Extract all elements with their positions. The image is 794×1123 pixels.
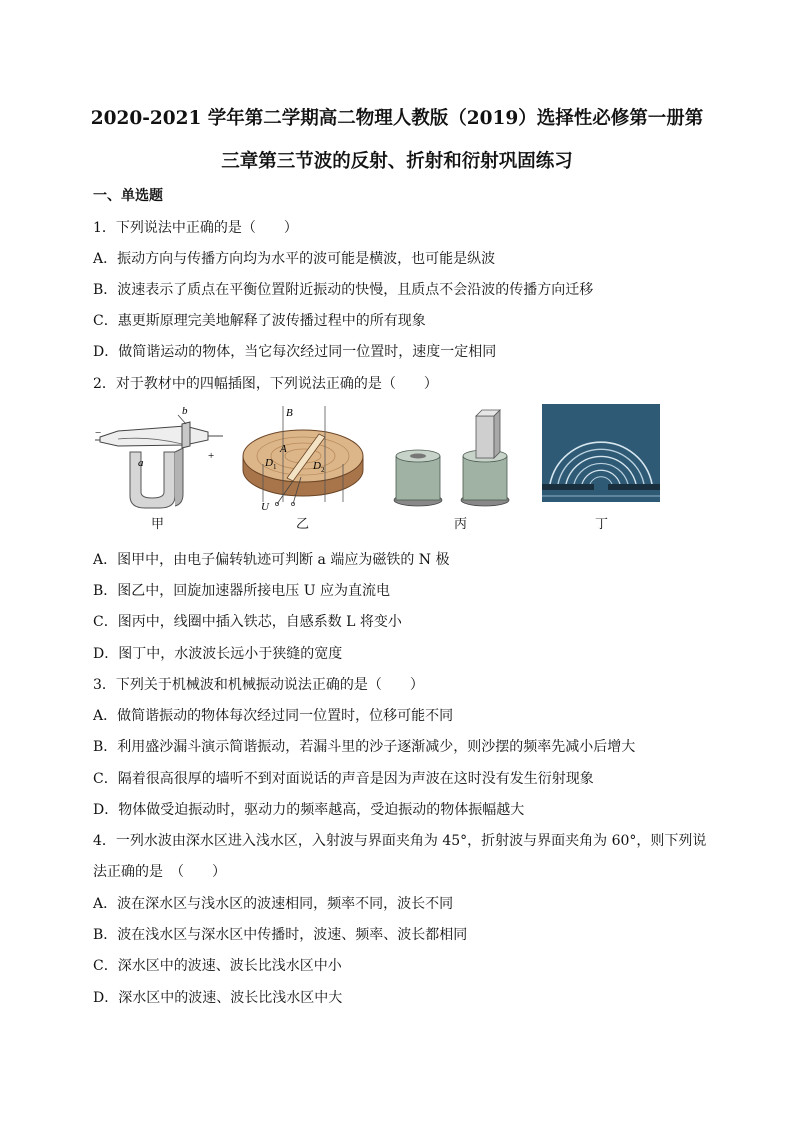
yi-b-label: B: [286, 407, 293, 419]
q3-option-d: D．物体做受迫振动时，驱动力的频率越高，受迫振动的物体振幅越大: [93, 802, 525, 818]
yi-u-label: U: [261, 501, 269, 512]
yi-d1-subscript: 1: [273, 463, 277, 471]
jia-plus-label: +: [208, 450, 215, 462]
q2-option-d: D．图丁中，水波波长远小于狭缝的宽度: [93, 646, 343, 662]
jia-minus-label: −: [95, 427, 102, 439]
section-heading: 一、单选题: [93, 188, 163, 204]
figure-ding-caption: 丁: [595, 517, 609, 532]
yi-d2-subscript: 2: [321, 466, 325, 474]
doc-title-line-2: 三章第三节波的反射、折射和衍射巩固练习: [221, 151, 573, 172]
figure-jia-caption: 甲: [151, 517, 165, 532]
yi-d1-label: D: [265, 457, 273, 469]
q2-option-a: A．图甲中，由电子偏转轨迹可判断 a 端应为磁铁的 N 极: [93, 552, 450, 568]
q4-option-c: C．深水区中的波速、波长比浅水区中小: [93, 958, 342, 974]
q4-stem-line-1: 4．一列水波由深水区进入浅水区，入射波与界面夹角为 45°，折射波与界面夹角为 60°，则下列说: [93, 833, 707, 849]
q4-stem-line-2: 法正确的是 （ ）: [93, 864, 226, 880]
figure-ding: [542, 404, 660, 502]
figure-bing: [388, 404, 523, 508]
q4-option-b: B．波在浅水区与深水区中传播时，波速、频率、波长都相同: [93, 927, 468, 943]
yi-a-label: A: [280, 443, 287, 455]
q1-option-a: A．振动方向与传播方向均为水平的波可能是横波，也可能是纵波: [93, 251, 496, 267]
q4-option-a: A．波在深水区与浅水区的波速相同，频率不同，波长不同: [93, 896, 454, 912]
yi-d2-label: D: [313, 460, 321, 472]
q1-stem: 1．下列说法中正确的是（ ）: [93, 220, 298, 236]
q2-stem: 2．对于教材中的四幅插图，下列说法正确的是（ ）: [93, 376, 438, 392]
figure-yi-caption: 乙: [296, 517, 310, 532]
figure-bing-caption: 丙: [454, 517, 468, 532]
q1-option-d: D．做简谐运动的物体，当它每次经过同一位置时，速度一定相同: [93, 344, 497, 360]
q4-option-d: D．深水区中的波速、波长比浅水区中大: [93, 990, 343, 1006]
q1-option-c: C．惠更斯原理完美地解释了波传播过程中的所有现象: [93, 313, 426, 329]
q3-stem: 3．下列关于机械波和机械振动说法正确的是（ ）: [93, 677, 424, 693]
q3-option-b: B．利用盛沙漏斗演示简谐振动，若漏斗里的沙子逐渐减少，则沙摆的频率先减小后增大: [93, 739, 636, 755]
figure-yi: [235, 404, 370, 512]
q3-option-a: A．做简谐振动的物体每次经过同一位置时，位移可能不同: [93, 708, 454, 724]
jia-a-label: a: [138, 457, 144, 469]
q3-option-c: C．隔着很高很厚的墙听不到对面说话的声音是因为声波在这时没有发生衍射现象: [93, 771, 594, 787]
doc-title-line-1: 2020-2021 学年第二学期高二物理人教版（2019）选择性必修第一册第: [90, 108, 704, 129]
figure-jia: [90, 404, 230, 510]
q1-option-b: B．波速表示了质点在平衡位置附近振动的快慢，且质点不会沿波的传播方向迁移: [93, 282, 594, 298]
q2-option-c: C．图丙中，线圈中插入铁芯，自感系数 L 将变小: [93, 614, 402, 630]
q2-option-b: B．图乙中，回旋加速器所接电压 U 应为直流电: [93, 583, 390, 599]
jia-b-label: b: [182, 405, 188, 417]
